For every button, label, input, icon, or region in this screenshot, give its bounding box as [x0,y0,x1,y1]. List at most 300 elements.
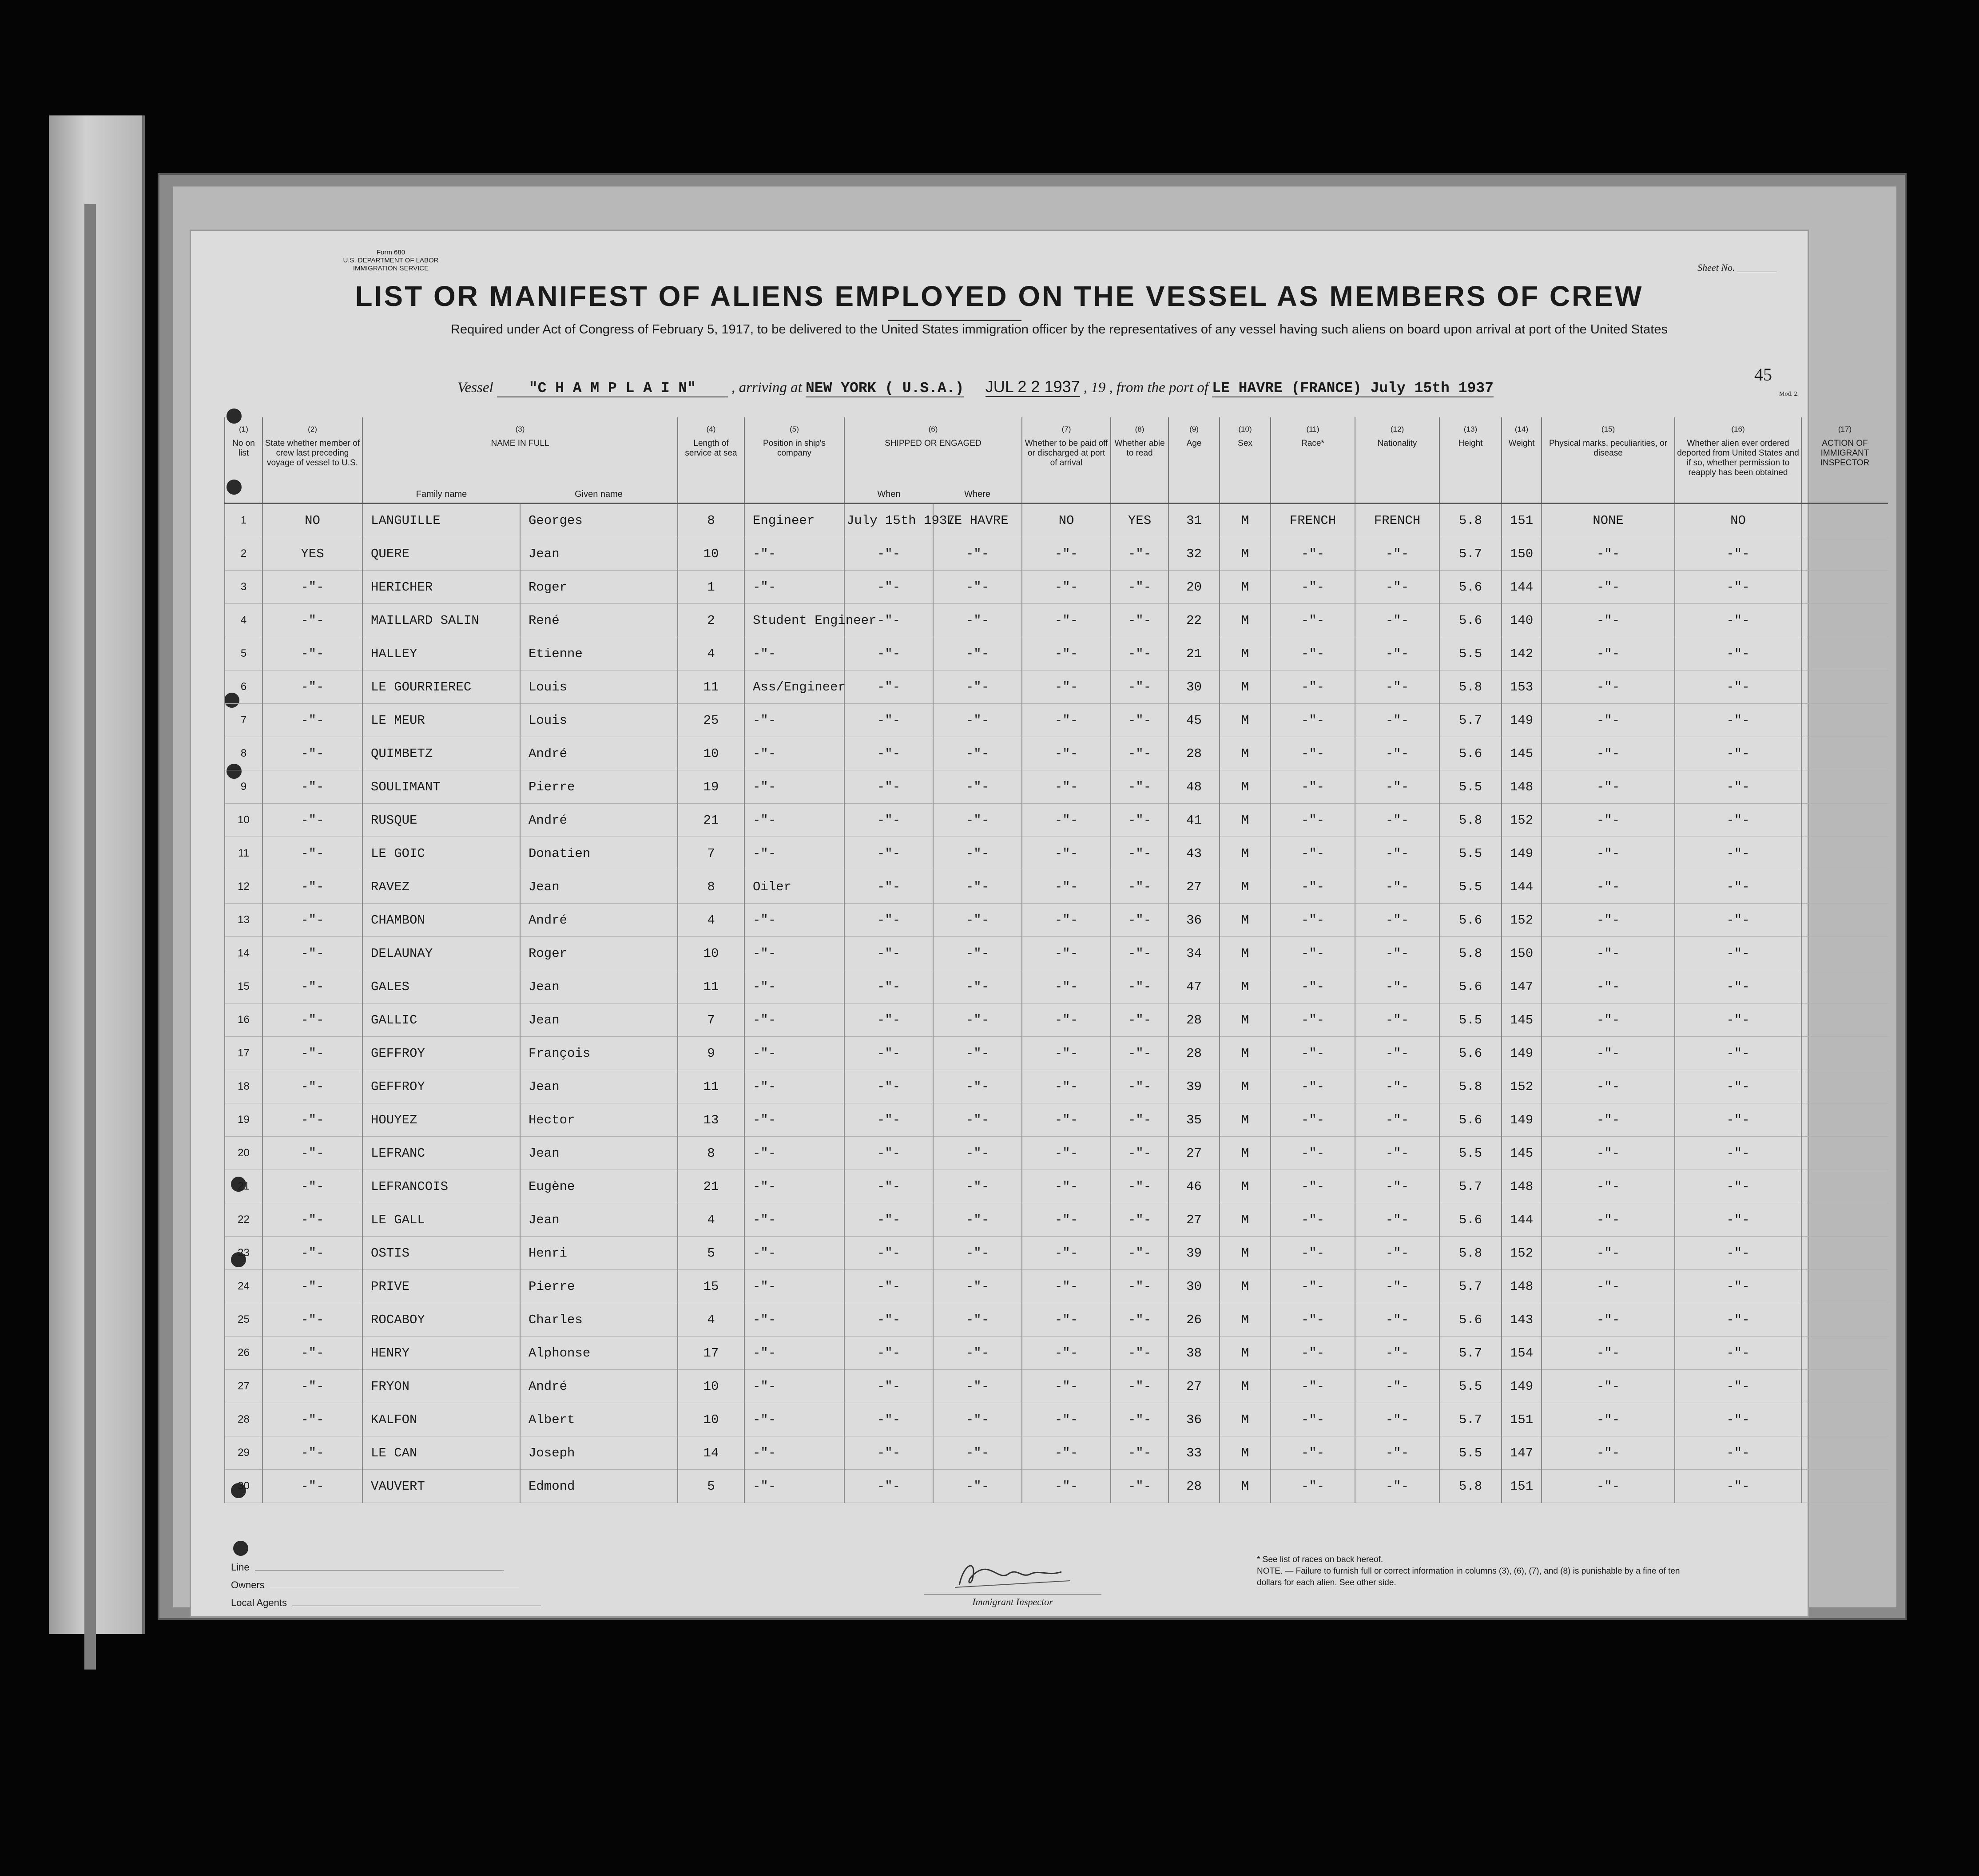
shipped-when-cell: -"- [844,1470,933,1503]
sex-cell: M [1220,1370,1271,1403]
given-name-cell: Alphonse [520,1337,678,1370]
paid-off-cell: -"- [1022,837,1111,870]
deported-cell: -"- [1675,804,1801,837]
given-name-cell: René [520,604,678,637]
column-number: (7) [1061,425,1071,433]
height-cell: 5.8 [1439,1237,1502,1270]
vessel-name: "C H A M P L A I N" [497,380,728,397]
weight-cell: 148 [1502,1270,1542,1303]
sex-cell: M [1220,1470,1271,1503]
table-row [225,804,1888,837]
given-name-cell: Eugène [520,1170,678,1203]
column-number: (3) [515,425,525,433]
height-cell: 5.5 [1439,837,1502,870]
prior-voyage-cell: -"- [262,1436,362,1470]
table-row [225,537,1888,571]
deported-cell: -"- [1675,1137,1801,1170]
length-of-service-cell: 1 [678,571,744,604]
sex-cell: M [1220,870,1271,904]
sex-cell: M [1220,1003,1271,1037]
race-cell: -"- [1271,571,1355,604]
physical-marks-cell: -"- [1542,637,1675,670]
inspector-action-cell [1801,1037,1888,1070]
line-number-cell: 9 [225,770,262,804]
family-name-cell: FRYON [362,1370,520,1403]
able-to-read-cell: -"- [1111,1203,1168,1237]
height-cell: 5.8 [1439,937,1502,970]
shipped-when-cell: -"- [844,1070,933,1103]
line-number-cell: 19 [225,1103,262,1137]
shipped-where-cell: -"- [933,704,1022,737]
table-row [225,1037,1888,1070]
shipped-where-cell: -"- [933,1237,1022,1270]
nationality-cell: -"- [1355,737,1439,770]
height-cell: 5.5 [1439,1370,1502,1403]
department-name: U.S. DEPARTMENT OF LABOR [343,257,439,264]
sex-cell: M [1220,770,1271,804]
column-subheader: Family name [416,489,467,499]
age-cell: 46 [1168,1170,1220,1203]
paid-off-cell: NO [1022,504,1111,537]
shipped-where-cell: -"- [933,770,1022,804]
inspector-action-cell [1801,837,1888,870]
physical-marks-cell: -"- [1542,670,1675,704]
weight-cell: 151 [1502,1470,1542,1503]
length-of-service-cell: 10 [678,737,744,770]
line-number-cell: 16 [225,1003,262,1037]
paid-off-cell: -"- [1022,1270,1111,1303]
given-name-cell: André [520,804,678,837]
physical-marks-cell: -"- [1542,937,1675,970]
able-to-read-cell: -"- [1111,637,1168,670]
given-name-cell: Jean [520,870,678,904]
race-cell: -"- [1271,670,1355,704]
shipped-when-cell: -"- [844,1270,933,1303]
weight-cell: 145 [1502,737,1542,770]
deported-cell: -"- [1675,1070,1801,1103]
prior-voyage-cell: -"- [262,1270,362,1303]
sex-cell: M [1220,1103,1271,1137]
shipped-where-cell: -"- [933,904,1022,937]
physical-marks-cell: -"- [1542,1137,1675,1170]
shipped-where-cell: -"- [933,1436,1022,1470]
inspector-action-cell [1801,571,1888,604]
family-name-cell: LE MEUR [362,704,520,737]
table-row [225,637,1888,670]
weight-cell: 151 [1502,1403,1542,1436]
table-row [225,571,1888,604]
shipped-where-cell: -"- [933,571,1022,604]
prior-voyage-cell: -"- [262,1237,362,1270]
weight-cell: 149 [1502,704,1542,737]
race-cell: -"- [1271,1337,1355,1370]
weight-cell: 152 [1502,904,1542,937]
sex-cell: M [1220,604,1271,637]
age-cell: 35 [1168,1103,1220,1137]
inspector-action-cell [1801,1470,1888,1503]
height-cell: 5.8 [1439,504,1502,537]
given-name-cell: Roger [520,937,678,970]
race-cell: FRENCH [1271,504,1355,537]
family-name-cell: HENRY [362,1337,520,1370]
column-number: (4) [706,425,716,433]
table-row [225,704,1888,737]
inspector-action-cell [1801,1203,1888,1237]
physical-marks-cell: -"- [1542,1203,1675,1237]
weight-cell: 152 [1502,804,1542,837]
line-number-cell: 15 [225,970,262,1003]
nationality-cell: -"- [1355,1170,1439,1203]
nationality-cell: -"- [1355,970,1439,1003]
inspector-action-cell [1801,1070,1888,1103]
height-cell: 5.6 [1439,970,1502,1003]
length-of-service-cell: 21 [678,804,744,837]
nationality-cell: -"- [1355,637,1439,670]
race-cell: -"- [1271,1470,1355,1503]
shipped-when-cell: -"- [844,1203,933,1237]
shipped-where-cell: -"- [933,1003,1022,1037]
length-of-service-cell: 4 [678,1303,744,1337]
shipped-when-cell: -"- [844,1137,933,1170]
nationality-cell: -"- [1355,1003,1439,1037]
able-to-read-cell: -"- [1111,571,1168,604]
nationality-cell: -"- [1355,571,1439,604]
paid-off-cell: -"- [1022,904,1111,937]
family-name-cell: ROCABOY [362,1303,520,1337]
arriving-label: , arriving at [731,380,802,396]
given-name-cell: Joseph [520,1436,678,1470]
able-to-read-cell: -"- [1111,1270,1168,1303]
nationality-cell: -"- [1355,837,1439,870]
height-cell: 5.5 [1439,637,1502,670]
column-label: Whether alien ever ordered deported from United States and if so, whether permission to reapply has been obtained [1677,439,1799,477]
prior-voyage-cell: -"- [262,1337,362,1370]
inspector-action-cell [1801,804,1888,837]
length-of-service-cell: 7 [678,837,744,870]
given-name-cell: Etienne [520,637,678,670]
sex-cell: M [1220,637,1271,670]
table-row [225,1403,1888,1436]
height-cell: 5.6 [1439,904,1502,937]
paid-off-cell: -"- [1022,1303,1111,1337]
given-name-cell: Edmond [520,1470,678,1503]
weight-cell: 145 [1502,1003,1542,1037]
prior-voyage-cell: -"- [262,1170,362,1203]
column-subheader: When [877,489,901,499]
shipped-when-cell: -"- [844,1170,933,1203]
given-name-cell: Georges [520,504,678,537]
height-cell: 5.5 [1439,770,1502,804]
given-name-cell: André [520,737,678,770]
physical-marks-cell: -"- [1542,604,1675,637]
table-row [225,1003,1888,1037]
inspector-action-cell [1801,904,1888,937]
deported-cell: -"- [1675,1403,1801,1436]
inspector-action-cell [1801,604,1888,637]
paid-off-cell: -"- [1022,737,1111,770]
nationality-cell: -"- [1355,904,1439,937]
sex-cell: M [1220,670,1271,704]
position-cell: -"- [744,1436,844,1470]
sex-cell: M [1220,1270,1271,1303]
family-name-cell: LEFRANC [362,1137,520,1170]
prior-voyage-cell: -"- [262,1070,362,1103]
able-to-read-cell: -"- [1111,1370,1168,1403]
height-cell: 5.8 [1439,1070,1502,1103]
age-cell: 30 [1168,670,1220,704]
sex-cell: M [1220,804,1271,837]
paid-off-cell: -"- [1022,870,1111,904]
length-of-service-cell: 5 [678,1470,744,1503]
family-name-cell: GALLIC [362,1003,520,1037]
age-cell: 45 [1168,704,1220,737]
line-number-cell: 23 [225,1237,262,1270]
age-cell: 36 [1168,1403,1220,1436]
position-cell: -"- [744,1103,844,1137]
paid-off-cell: -"- [1022,1370,1111,1403]
length-of-service-cell: 5 [678,1237,744,1270]
column-header [262,417,362,504]
height-cell: 5.8 [1439,804,1502,837]
physical-marks-cell: -"- [1542,737,1675,770]
line-number-cell: 17 [225,1037,262,1070]
footnote-block [1257,1554,1701,1589]
deported-cell: -"- [1675,704,1801,737]
table-row [225,837,1888,870]
column-subheader: Given name [575,489,623,499]
sex-cell: M [1220,504,1271,537]
line-number-cell: 4 [225,604,262,637]
deported-cell: -"- [1675,937,1801,970]
page-subtitle: Required under Act of Congress of February 5, 1917, to be delivered to the United States immigration officer by the representatives of any vessel having such aliens on board upon arrival at port of the United States [451,322,1668,337]
race-cell: -"- [1271,1270,1355,1303]
prior-voyage-cell: -"- [262,1403,362,1436]
service-name: IMMIGRATION SERVICE [353,265,429,272]
nationality-cell: -"- [1355,870,1439,904]
deported-cell: -"- [1675,1170,1801,1203]
from-port-label: , from the port of [1109,380,1208,396]
height-cell: 5.6 [1439,1103,1502,1137]
height-cell: 5.7 [1439,1337,1502,1370]
nationality-cell: -"- [1355,804,1439,837]
shipped-when-cell: -"- [844,904,933,937]
position-cell: Engineer [744,504,844,537]
height-cell: 5.5 [1439,1137,1502,1170]
length-of-service-cell: 2 [678,604,744,637]
age-cell: 43 [1168,837,1220,870]
age-cell: 28 [1168,1037,1220,1070]
inspector-action-cell [1801,870,1888,904]
table-row [225,737,1888,770]
prior-voyage-cell: -"- [262,1037,362,1070]
column-label: ACTION OF IMMIGRANT INSPECTOR [1820,439,1870,468]
physical-marks-cell: -"- [1542,970,1675,1003]
family-name-cell: QUERE [362,537,520,571]
age-cell: 27 [1168,870,1220,904]
deported-cell: -"- [1675,837,1801,870]
able-to-read-cell: -"- [1111,537,1168,571]
from-port: LE HAVRE (FRANCE) July 15th 1937 [1212,380,1494,397]
shipped-when-cell: -"- [844,737,933,770]
given-name-cell: Jean [520,970,678,1003]
position-cell: -"- [744,1137,844,1170]
family-name-cell: MAILLARD SALIN [362,604,520,637]
length-of-service-cell: 11 [678,670,744,704]
position-cell: -"- [744,737,844,770]
column-header [844,417,1022,504]
prior-voyage-cell: -"- [262,637,362,670]
shipped-where-cell: LE HAVRE [933,504,1022,537]
deported-cell: -"- [1675,1203,1801,1237]
column-header [1542,417,1675,504]
sex-cell: M [1220,1403,1271,1436]
length-of-service-cell: 10 [678,1403,744,1436]
shipped-where-cell: -"- [933,937,1022,970]
shipped-when-cell: July 15th 1937 [844,504,933,537]
position-cell: Student Engineer [744,604,844,637]
weight-cell: 149 [1502,1370,1542,1403]
page-number: 45 [1754,365,1772,385]
able-to-read-cell: -"- [1111,1170,1168,1203]
able-to-read-cell: -"- [1111,770,1168,804]
table-row [225,504,1888,537]
age-cell: 39 [1168,1070,1220,1103]
table-row [225,1470,1888,1503]
age-cell: 28 [1168,1470,1220,1503]
able-to-read-cell: -"- [1111,1337,1168,1370]
line-number-cell: 30 [225,1470,262,1503]
inspector-action-cell [1801,970,1888,1003]
height-cell: 5.7 [1439,704,1502,737]
shipped-where-cell: -"- [933,1470,1022,1503]
table-row [225,770,1888,804]
column-label: Weight [1508,439,1535,448]
height-cell: 5.7 [1439,1170,1502,1203]
paid-off-cell: -"- [1022,604,1111,637]
family-name-cell: KALFON [362,1403,520,1436]
age-cell: 26 [1168,1303,1220,1337]
nationality-cell: -"- [1355,770,1439,804]
height-cell: 5.6 [1439,737,1502,770]
family-name-cell: DELAUNAY [362,937,520,970]
sheet-number-field: Sheet No. ________ [1697,262,1776,273]
nationality-cell: -"- [1355,537,1439,571]
deported-cell: -"- [1675,970,1801,1003]
weight-cell: 140 [1502,604,1542,637]
age-cell: 22 [1168,604,1220,637]
age-cell: 41 [1168,804,1220,837]
age-cell: 27 [1168,1203,1220,1237]
age-cell: 21 [1168,637,1220,670]
inspector-action-cell [1801,1170,1888,1203]
shipped-where-cell: -"- [933,1370,1022,1403]
weight-cell: 149 [1502,837,1542,870]
column-label: Sex [1238,439,1252,448]
physical-marks-cell: -"- [1542,804,1675,837]
age-cell: 28 [1168,1003,1220,1037]
race-cell: -"- [1271,1103,1355,1137]
given-name-cell: Louis [520,704,678,737]
line-number-cell: 1 [225,504,262,537]
race-cell: -"- [1271,1203,1355,1237]
penalty-note: NOTE. — Failure to furnish full or correct information in columns (3), (6), (7), and (8) is punishable by a fine of ten dollars for each alien. See other side. [1257,1567,1680,1587]
family-name-cell: OSTIS [362,1237,520,1270]
physical-marks-cell: NONE [1542,504,1675,537]
deported-cell: -"- [1675,1103,1801,1137]
weight-cell: 144 [1502,1203,1542,1237]
length-of-service-cell: 10 [678,537,744,571]
physical-marks-cell: -"- [1542,1370,1675,1403]
length-of-service-cell: 19 [678,770,744,804]
sex-cell: M [1220,970,1271,1003]
nationality-cell: -"- [1355,1436,1439,1470]
prior-voyage-cell: -"- [262,970,362,1003]
length-of-service-cell: 4 [678,1203,744,1237]
family-name-cell: HALLEY [362,637,520,670]
physical-marks-cell: -"- [1542,704,1675,737]
race-cell: -"- [1271,737,1355,770]
column-number: (12) [1390,425,1404,433]
shipped-when-cell: -"- [844,770,933,804]
nationality-cell: -"- [1355,1070,1439,1103]
height-cell: 5.6 [1439,604,1502,637]
length-of-service-cell: 8 [678,870,744,904]
race-cell: -"- [1271,1403,1355,1436]
column-number: (5) [790,425,799,433]
column-number: (2) [308,425,317,433]
table-row [225,1137,1888,1170]
paid-off-cell: -"- [1022,1170,1111,1203]
local-agents-label: Local Agents [231,1597,287,1608]
shipped-when-cell: -"- [844,804,933,837]
race-cell: -"- [1271,937,1355,970]
shipped-where-cell: -"- [933,970,1022,1003]
prior-voyage-cell: -"- [262,870,362,904]
shipped-where-cell: -"- [933,837,1022,870]
shipped-when-cell: -"- [844,970,933,1003]
table-row [225,1103,1888,1137]
able-to-read-cell: -"- [1111,937,1168,970]
shipped-when-cell: -"- [844,1237,933,1270]
column-header [225,417,262,504]
age-cell: 36 [1168,904,1220,937]
race-cell: -"- [1271,804,1355,837]
family-name-cell: HERICHER [362,571,520,604]
sex-cell: M [1220,1037,1271,1070]
prior-voyage-cell: -"- [262,670,362,704]
nationality-cell: -"- [1355,1103,1439,1137]
shipped-where-cell: -"- [933,670,1022,704]
paid-off-cell: -"- [1022,804,1111,837]
length-of-service-cell: 14 [678,1436,744,1470]
deported-cell: -"- [1675,604,1801,637]
line-number-cell: 12 [225,870,262,904]
physical-marks-cell: -"- [1542,1037,1675,1070]
shipped-when-cell: -"- [844,1403,933,1436]
nationality-cell: -"- [1355,1137,1439,1170]
column-label: Race* [1301,439,1324,448]
shipped-when-cell: -"- [844,670,933,704]
shipped-where-cell: -"- [933,1070,1022,1103]
paid-off-cell: -"- [1022,670,1111,704]
given-name-cell: Jean [520,1137,678,1170]
length-of-service-cell: 8 [678,1137,744,1170]
physical-marks-cell: -"- [1542,1337,1675,1370]
able-to-read-cell: -"- [1111,1403,1168,1436]
position-cell: -"- [744,1070,844,1103]
weight-cell: 150 [1502,537,1542,571]
paid-off-cell: -"- [1022,1203,1111,1237]
